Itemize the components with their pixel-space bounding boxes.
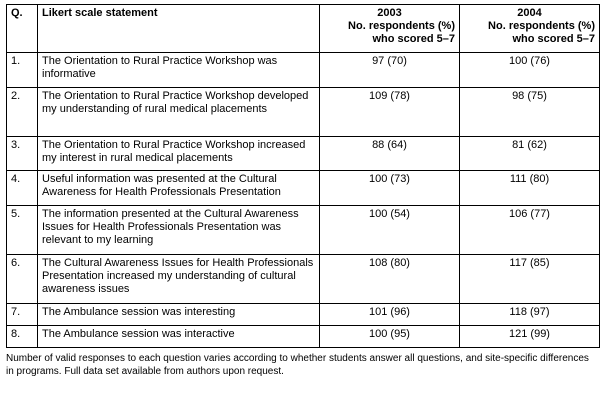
row-value-2003: 88 (64) <box>320 137 460 171</box>
row-q: 1. <box>7 53 38 88</box>
likert-results-table <box>6 4 600 348</box>
row-statement: The Orientation to Rural Practice Workshop increased my interest in rural medical placements <box>38 137 320 171</box>
row-value-2004: 100 (76) <box>460 53 600 88</box>
row-statement: The Ambulance session was interesting <box>38 304 320 326</box>
table-row <box>7 171 600 206</box>
row-value-2004: 117 (85) <box>460 255 600 304</box>
row-q: 6. <box>7 255 38 304</box>
table-header-row <box>7 5 600 53</box>
row-value-2004: 111 (80) <box>460 171 600 206</box>
row-value-2004: 121 (99) <box>460 326 600 348</box>
row-value-2003: 101 (96) <box>320 304 460 326</box>
row-value-2003: 100 (54) <box>320 206 460 255</box>
table-row <box>7 326 600 348</box>
row-q: 3. <box>7 137 38 171</box>
row-statement: The Orientation to Rural Practice Workshop developed my understanding of rural medical placements <box>38 88 320 137</box>
row-statement: The Ambulance session was interactive <box>38 326 320 348</box>
table-row <box>7 304 600 326</box>
header-2004 <box>460 5 600 53</box>
header-2004-year: 2004 <box>517 7 542 19</box>
row-q: 4. <box>7 171 38 206</box>
header-2003-label: No. respondents (%) who scored 5–7 <box>348 20 455 45</box>
table-row <box>7 88 600 137</box>
table-row <box>7 53 600 88</box>
header-q: Q. <box>7 5 38 53</box>
header-2004-label: No. respondents (%) who scored 5–7 <box>488 20 595 45</box>
row-value-2003: 100 (73) <box>320 171 460 206</box>
header-2003 <box>320 5 460 53</box>
header-statement: Likert scale statement <box>38 5 320 53</box>
row-statement: The information presented at the Cultural Awareness Issues for Health Professionals Presentation was relevant to my learning <box>38 206 320 255</box>
row-statement: The Orientation to Rural Practice Workshop was informative <box>38 53 320 88</box>
table-row <box>7 206 600 255</box>
table-container <box>6 4 599 378</box>
row-value-2003: 109 (78) <box>320 88 460 137</box>
row-value-2004: 118 (97) <box>460 304 600 326</box>
header-2003-year: 2003 <box>377 7 402 19</box>
row-value-2004: 81 (62) <box>460 137 600 171</box>
table-row <box>7 255 600 304</box>
row-value-2003: 97 (70) <box>320 53 460 88</box>
row-value-2003: 108 (80) <box>320 255 460 304</box>
row-statement: The Cultural Awareness Issues for Health Professionals Presentation increased my understanding of cultural awareness issues <box>38 255 320 304</box>
row-statement: Useful information was presented at the Cultural Awareness for Health Professionals Presentation <box>38 171 320 206</box>
row-q: 2. <box>7 88 38 137</box>
row-q: 5. <box>7 206 38 255</box>
row-value-2003: 100 (95) <box>320 326 460 348</box>
row-value-2004: 98 (75) <box>460 88 600 137</box>
row-q: 7. <box>7 304 38 326</box>
row-value-2004: 106 (77) <box>460 206 600 255</box>
row-q: 8. <box>7 326 38 348</box>
table-row <box>7 137 600 171</box>
table-footnote: Number of valid responses to each question varies according to whether students answer all questions, and site-specific differences in programs. Full data set available from authors upon request. <box>6 353 589 377</box>
